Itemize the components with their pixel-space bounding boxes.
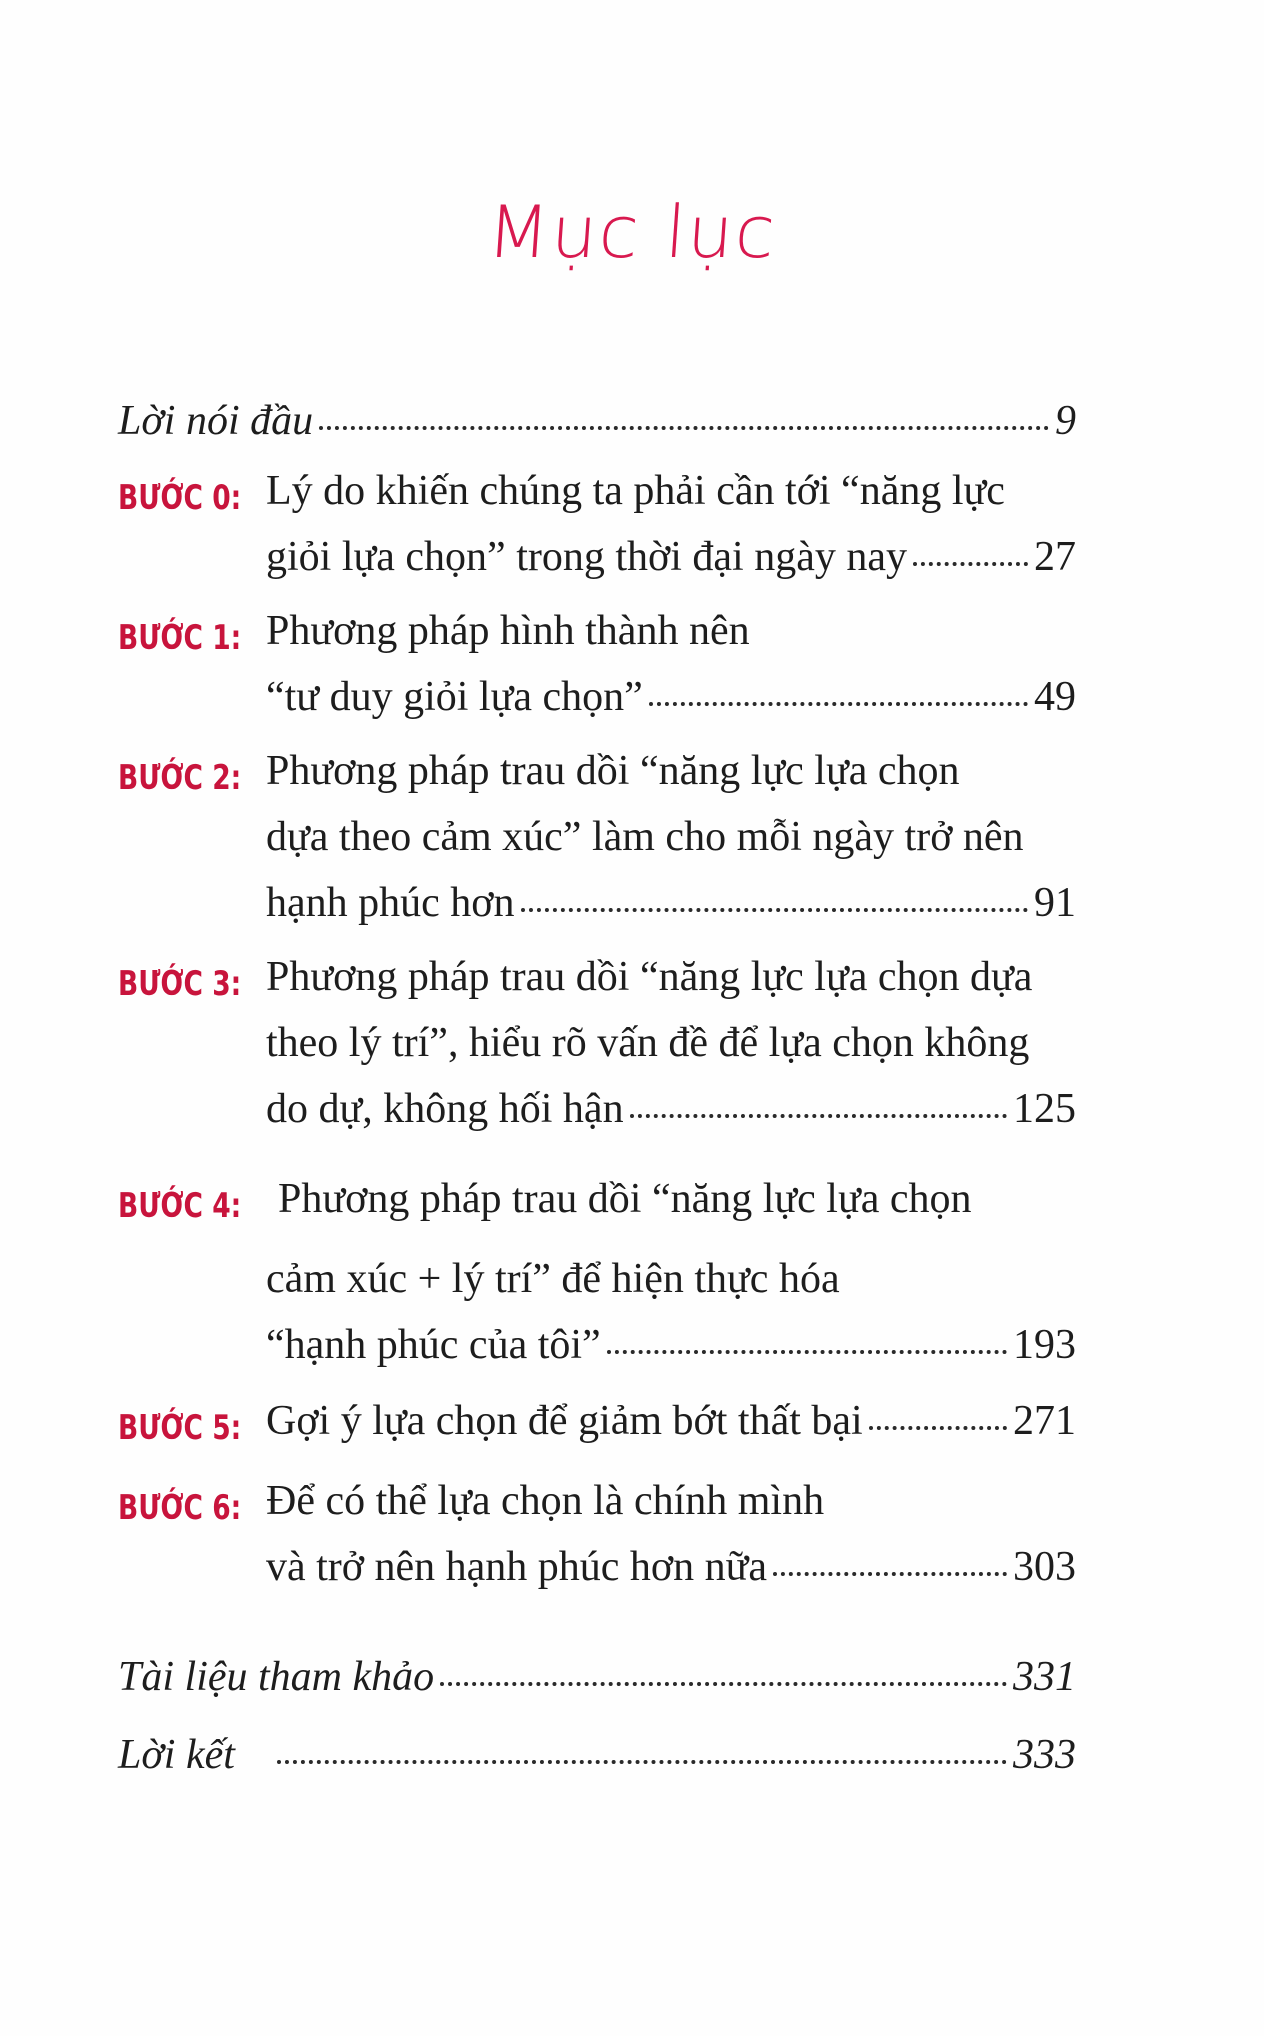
dot-leader [869, 1426, 1007, 1430]
step-label: BƯỚC 6: [118, 1488, 242, 1528]
entry-line: Phương pháp trau dồi “năng lực lựa chọn dựa [266, 954, 1033, 1000]
step-label: BƯỚC 5: [118, 1408, 242, 1448]
toc-entry-preface [118, 400, 1076, 442]
entry-last-line [266, 536, 1076, 578]
page-number: 303 [1013, 1544, 1076, 1590]
entry-last-line [266, 1324, 1076, 1366]
step-label: BƯỚC 3: [118, 964, 242, 1004]
entry-last-line [266, 676, 1076, 718]
entry-last-line [266, 1400, 1076, 1442]
entry-line: dựa theo cảm xúc” làm cho mỗi ngày trở nên [266, 814, 1024, 860]
step-label: BƯỚC 1: [118, 618, 242, 658]
page-number: 333 [1013, 1732, 1076, 1778]
entry-text: Gợi ý lựa chọn để giảm bớt thất bại [266, 1398, 863, 1444]
entry-line: Phương pháp trau dồi “năng lực lựa chọn [266, 748, 960, 794]
page-number: 331 [1013, 1654, 1076, 1700]
dot-leader [630, 1114, 1007, 1118]
page-number: 193 [1013, 1322, 1076, 1368]
dot-leader [913, 562, 1028, 566]
entry-title: Tài liệu tham khảo [118, 1654, 435, 1700]
entry-line: Phương pháp trau dồi “năng lực lựa chọn [278, 1176, 972, 1222]
entry-line: Để có thể lựa chọn là chính mình [266, 1478, 825, 1524]
entry-last-line [266, 882, 1076, 924]
entry-text: và trở nên hạnh phúc hơn nữa [266, 1544, 768, 1590]
step-label: BƯỚC 4: [118, 1186, 242, 1226]
entry-line: theo lý trí”, hiểu rõ vấn đề để lựa chọn không [266, 1020, 1030, 1066]
dot-leader [319, 426, 1049, 430]
dot-leader [607, 1350, 1007, 1354]
entry-text: giỏi lựa chọn” trong thời đại ngày nay [266, 534, 907, 580]
step-label: BƯỚC 2: [118, 758, 242, 798]
step-label: BƯỚC 0: [118, 478, 242, 518]
entry-line: cảm xúc + lý trí” để hiện thực hóa [266, 1256, 840, 1302]
page-title: Mục lục [484, 190, 780, 274]
entry-line: Lý do khiến chúng ta phải cần tới “năng lực [266, 468, 1005, 514]
dot-leader [521, 908, 1029, 912]
toc-entry-references [118, 1656, 1076, 1698]
page-number: 271 [1013, 1398, 1076, 1444]
entry-text: “tư duy giỏi lựa chọn” [266, 674, 643, 720]
page-number: 91 [1034, 880, 1076, 926]
page-number: 27 [1034, 534, 1076, 580]
page-number: 9 [1055, 398, 1076, 444]
entry-text: do dự, không hối hận [266, 1086, 624, 1132]
dot-leader [649, 702, 1028, 706]
entry-title: Lời kết [118, 1732, 235, 1778]
entry-line: Phương pháp hình thành nên [266, 608, 750, 654]
dot-leader [773, 1572, 1007, 1576]
page-number: 125 [1013, 1086, 1076, 1132]
entry-last-line [266, 1088, 1076, 1130]
entry-text: hạnh phúc hơn [266, 880, 515, 926]
dot-leader [277, 1760, 1007, 1764]
entry-title: Lời nói đầu [118, 398, 314, 444]
entry-text: “hạnh phúc của tôi” [266, 1322, 601, 1368]
dot-leader [440, 1682, 1007, 1686]
toc-entry-epilogue [118, 1734, 1076, 1776]
entry-last-line [266, 1546, 1076, 1588]
page-number: 49 [1034, 674, 1076, 720]
